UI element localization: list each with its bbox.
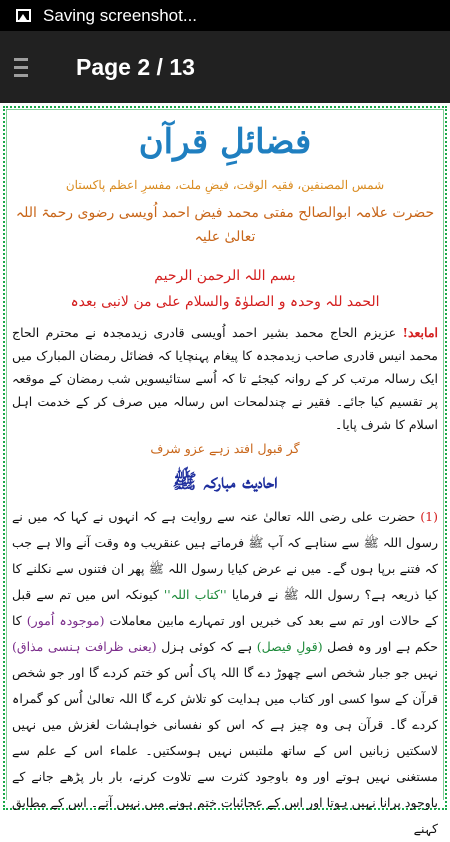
hadith-text-5: نہیں جو جبار شخص اسے چھوڑ دے گا اللہ پاک اُس کو ختم کردے گا اور جو شخص قرآن کے سوا کسی اور کتاب میں ہدایت کو تلاش کرے گا اللہ تعالیٰ اُس کو گمراہ کردے گا۔ قرآن ہی وہ چیز ہے کہ اس کو نفسانی خواہشات لغزش میں نہیں لاسکتیں زبانیں اس کے ساتھ ملتبس نہیں ہوسکتیں۔ علماء اس کے علم سے مستغنی نہیں ہوتے اور وہ باوجود کثرت سے تلاوت کرنے، بار بار پڑھے جانے کے باوجود پرانا نہیں ہوتا اور اس کے عجائبات ختم ہونے میں نہیں آتے۔ اس کے مطابق کہنے [12,665,438,836]
hadith-number: (1) [420,509,438,524]
page-content [12,111,438,842]
hadith-quote: ''کتاب اللہ'' [163,587,227,602]
status-text: Saving screenshot... [43,5,198,25]
section-heading: احادیث مبارکہ ﷺ [172,469,278,493]
image-icon [16,9,31,22]
hadith-bracket-3: (یعنی ظرافت ہنسی مذاق) [12,639,157,654]
intro-lead: امابعد! [402,325,438,340]
bismillah: بسم اللہ الرحمن الرحیم [154,268,296,284]
page-indicator: Page 2 / 13 [76,53,195,80]
document-page[interactable] [0,103,450,836]
author-name: حضرت علامہ ابوالصالح مفتی محمد فیض احمد اُویسی رضوی رحمۃ اللہ تعالیٰ علیہ [15,205,435,245]
book-title: فضائلِ قرآن [138,122,312,162]
hadith-bracket-1: (موجودہ اُمور) [26,613,105,628]
hadith-bracket-2: (قولِ فیصل) [256,639,323,654]
status-bar [0,0,450,31]
intro-paragraph [12,321,438,436]
hamd-line: الحمد للہ وحدہ و الصلوٰۃ والسلام علی من لانبی بعدہ [70,294,380,310]
author-titles: شمس المصنفین، فقیہ الوقت، فیضِ ملت، مفسرِ اعظم پاکستان [65,178,385,192]
hadith-paragraph [12,504,438,842]
hadith-text-4: ہے کہ کوئی ہزل [161,639,253,654]
hadith-text-3: کا حکم ہے اور وہ فصل [12,613,438,654]
closing-verse: گر قبول افتد زہے عزو شرف [150,441,300,456]
hadith-text-1: حضرت علی رضی اللہ تعالیٰ عنہ سے روایت ہے کہ انہوں نے کہا کہ میں نے رسول اللہ ﷺ سے سناہے کہ آپ ﷺ فرماتے ہیں عنقریب وہ وقت آنے والا ہے جب کہ فتنے برپا ہوں گے۔ میں نے عرض کیایا رسول اللہ ﷺ پھر ان فتنوں سے نکلنے کا کیا ذریعہ ہے؟ رسول اللہ ﷺ نے فرمایا [12,509,438,602]
intro-text: عزیزم الحاج محمد بشیر احمد اُویسی قادری زیدمجدہ نے محترم الحاج محمد انیس قادری صاحب زیدمجدہ کا پیغام پہنچایا کہ فضائل رمضان المبارک میں ایک رسالہ مرتب کر کے روانہ کیجئے تا کہ اُسے ستائیسویں شب رمضان کے موقعہ پر تقسیم کیا جائے۔ فقیر نے چندلمحات اس رسالہ میں صرف کر کے خدمت اہل اسلام کا شرف پایا۔ [12,325,438,432]
toolbar [0,31,450,103]
hadith-text-2: کیونکہ اس میں تم سے قبل کے حالات اور تم سے بعد کی خبریں اور تمہارے مابین معاملات [12,587,438,628]
menu-icon[interactable] [14,31,64,103]
